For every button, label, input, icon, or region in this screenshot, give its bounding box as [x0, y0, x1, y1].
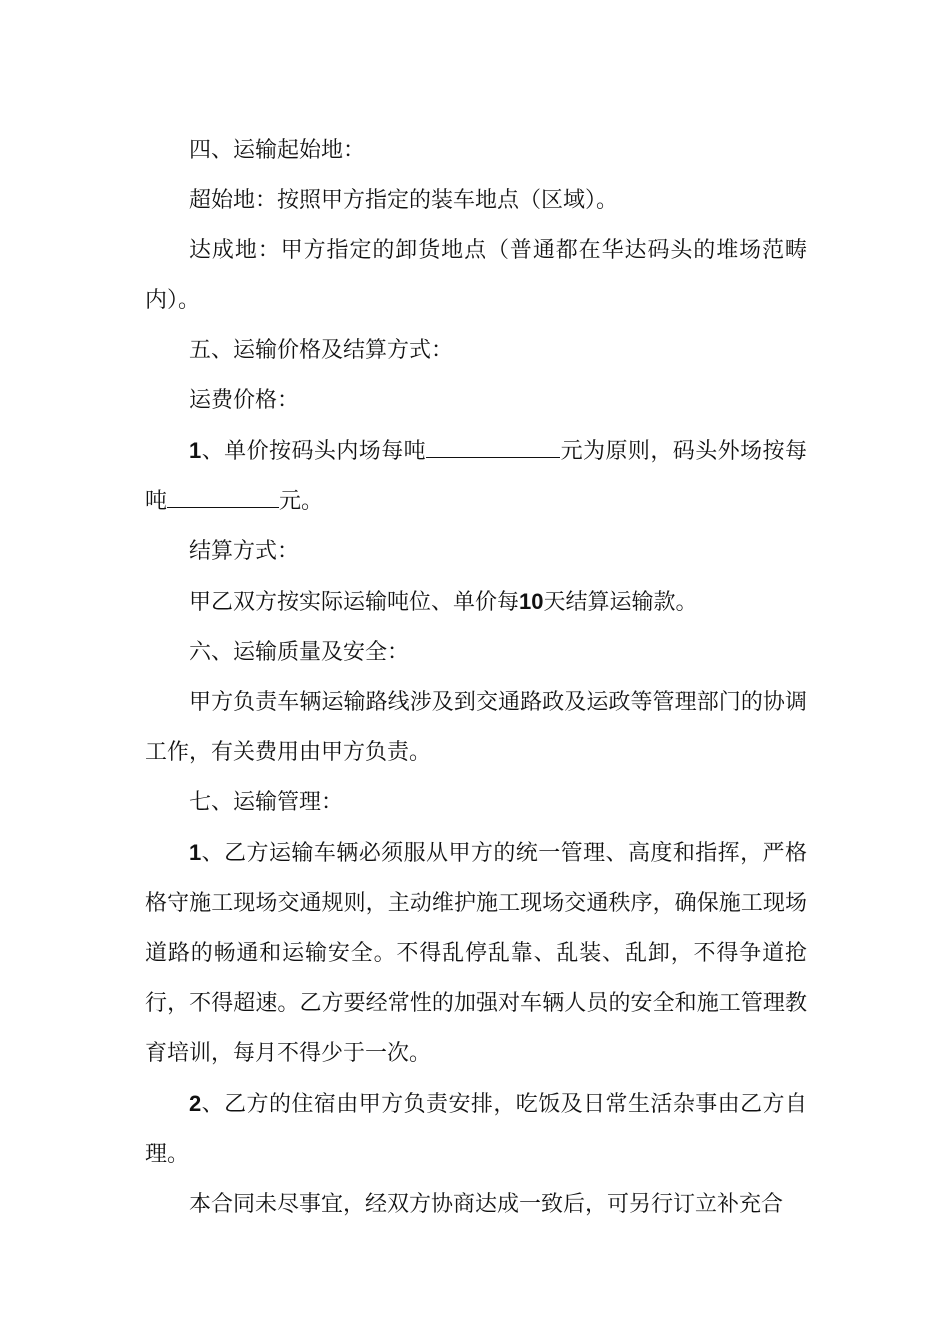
- closing-paragraph: 本合同未尽事宜，经双方协商达成一致后，可另行订立补充合: [189, 1192, 784, 1217]
- item-number: 1: [189, 438, 202, 463]
- settlement-label: 结算方式：: [189, 539, 300, 564]
- section-6-heading: 六、运输质量及安全：: [189, 640, 410, 665]
- price-item-text-b: 元为原则，码头外场按每吨: [145, 439, 807, 514]
- price-label: 运费价格：: [189, 388, 300, 413]
- settlement-text-b: 天结算运输款。: [543, 590, 698, 615]
- settlement-days: 10: [519, 589, 544, 614]
- settlement-paragraph: [145, 577, 807, 628]
- quality-safety-paragraph: 甲方负责车辆运输路线涉及到交通路政及运政等管理部门的协调工作，有关费用由甲方负责。: [145, 690, 807, 765]
- section-7-heading: 七、运输管理：: [189, 790, 344, 815]
- item-number: 1: [189, 840, 202, 865]
- settlement-text-a: 甲乙双方按实际运输吨位、单价每: [189, 590, 520, 615]
- section-5-heading: 五、运输价格及结算方式：: [189, 338, 454, 363]
- management-item-2-text: 、乙方的住宿由甲方负责安排，吃饭及日常生活杂事由乙方自理。: [145, 1092, 807, 1167]
- inner-yard-price-blank[interactable]: [426, 429, 560, 458]
- item-number: 2: [189, 1091, 202, 1116]
- document-body: [145, 126, 807, 1230]
- management-item-1-text: 、乙方运输车辆必须服从甲方的统一管理、高度和指挥，严格格守施工现场交通规则，主动维护施工现场交通秩序，确保施工现场道路的畅通和运输安全。不得乱停乱靠、乱装、乱卸，不得争道抢行，不得超速。乙方要经常性的加强对车辆人员的安全和施工管理教育培训，每月不得少于一次。: [145, 841, 807, 1066]
- management-item-1: [145, 828, 807, 1079]
- outer-yard-price-blank[interactable]: [167, 479, 279, 508]
- price-item-text-a: 、单价按码头内场每吨: [201, 439, 427, 464]
- price-item-text-c: 元。: [279, 489, 324, 514]
- destination-paragraph: 达成地：甲方指定的卸货地点（普通都在华达码头的堆场范畴内）。: [145, 238, 807, 313]
- management-item-2: [145, 1079, 807, 1180]
- origin-paragraph: 超始地：按照甲方指定的装车地点（区域）。: [189, 188, 619, 213]
- section-4-heading: 四、运输起始地：: [189, 138, 366, 163]
- price-item-1: [145, 426, 807, 527]
